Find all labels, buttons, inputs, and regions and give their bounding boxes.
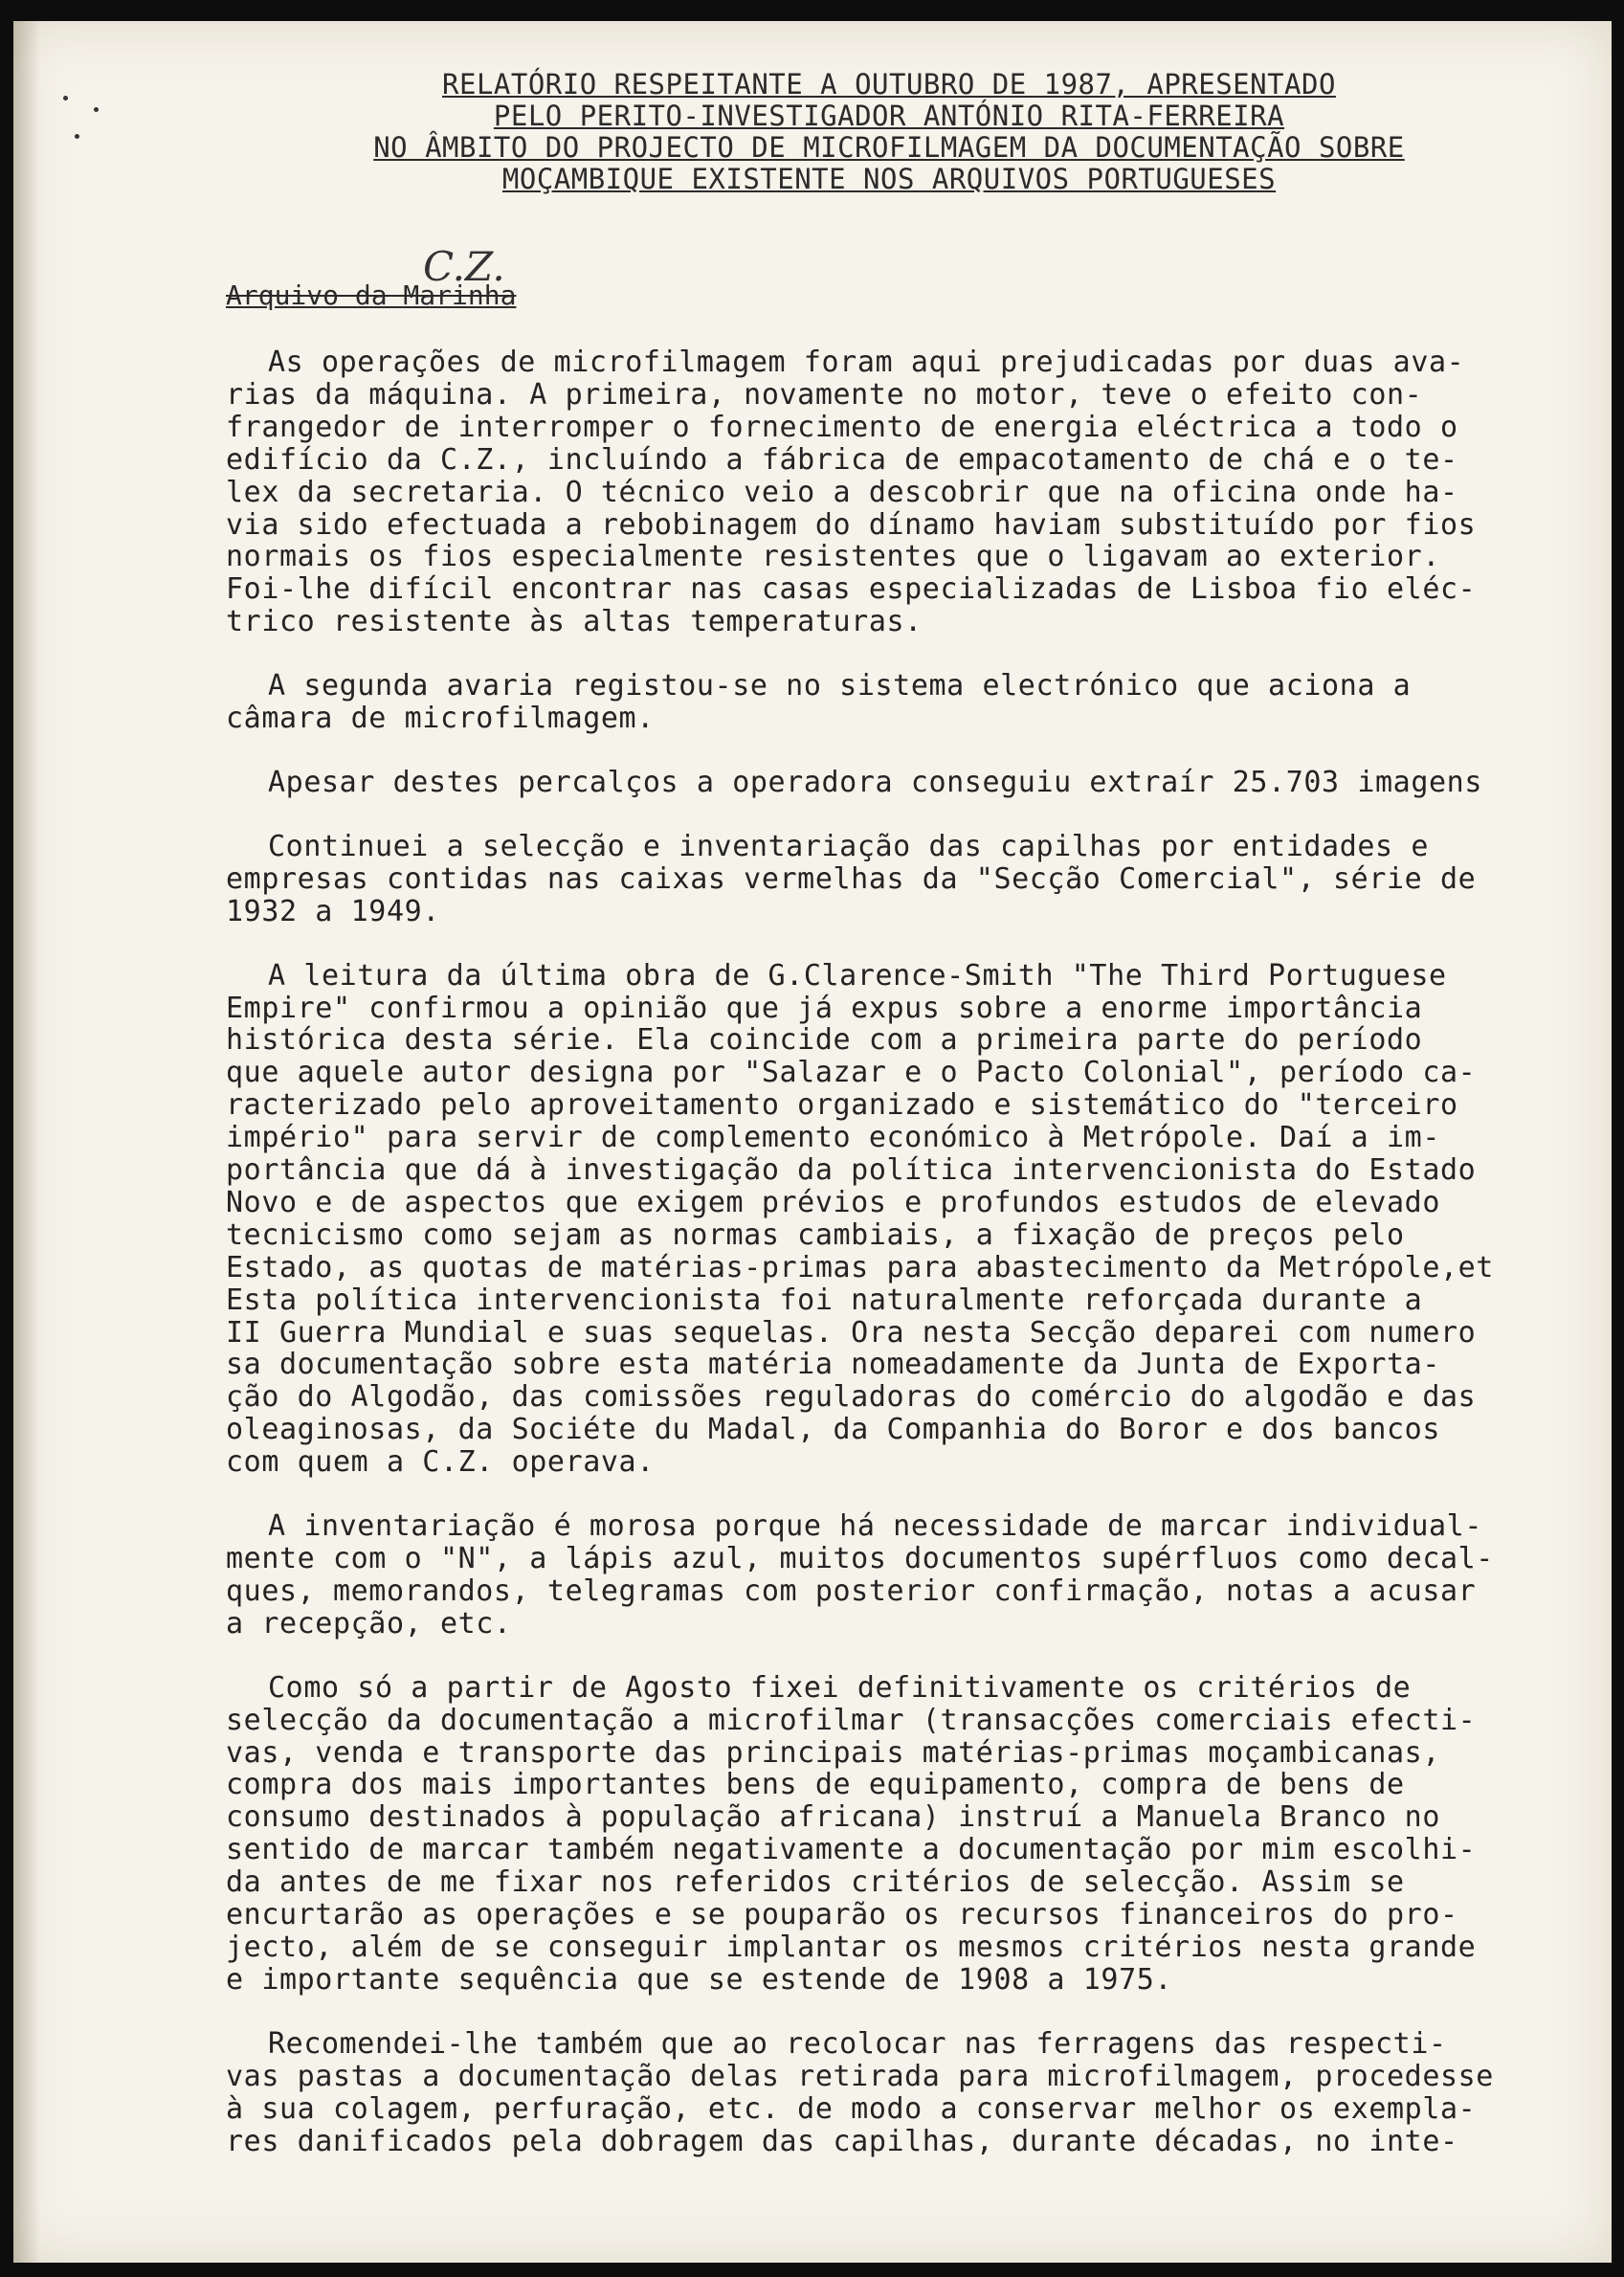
text-line: 1932 a 1949. [226,894,440,928]
text-line: trico resistente às altas temperaturas. [226,605,923,639]
header-line-1: RELATÓRIO RESPEITANTE A OUTUBRO DE 1987, APRESENTADO [442,68,1336,100]
header-line-2: PELO PERITO-INVESTIGADOR ANTÓNIO RITA-FERREIRA [493,100,1285,132]
text-line: sentido de marcar também negativamente a documentação por mim escolhi- [226,1833,1477,1867]
paragraph [226,831,1604,928]
text-line: lex da secretaria. O técnico veio a descobrir que na oficina onde ha- [226,475,1458,509]
text-line: frangedor de interromper o fornecimento de energia eléctrica a todo o [226,410,1458,444]
paragraph [226,960,1604,1480]
text-line: via sido efectuada a rebobinagem do dínamo haviam substituído por fios [226,507,1477,542]
text-line: com quem a C.Z. operava. [226,1445,655,1480]
paragraph [226,1510,1604,1641]
paragraph [226,670,1604,735]
text-line: histórica desta série. Ela coincide com a primeira parte do período [226,1023,1423,1058]
header-line-3: NO ÂMBITO DO PROJECTO DE MICROFILMAGEM DA DOCUMENTAÇÃO SOBRE [373,131,1405,164]
text-line: II Guerra Mundial e suas sequelas. Ora nesta Secção deparei com numero [226,1315,1477,1350]
text-line: Como só a partir de Agosto fixei definitivamente os critérios de [268,1670,1412,1705]
text-line: empresas contidas nas caixas vermelhas da "Secção Comercial", série de [226,861,1477,896]
text-line: racterizado pelo aproveitamento organizado e sistemático do "terceiro [226,1088,1458,1123]
text-line: Esta política intervencionista foi naturalmente reforçada durante a [226,1283,1423,1317]
text-line: e importante sequência que se estende de 1908 a 1975. [226,1962,1173,1997]
text-line: que aquele autor designa por "Salazar e o Pacto Colonial", período ca- [226,1056,1477,1090]
text-line: câmara de microfilmagem. [226,702,655,736]
text-line: Recomendei-lhe também que ao recolocar nas ferragens das respecti- [268,2026,1447,2061]
text-line: Empire" confirmou a opinião que já expus sobre a enorme importância [226,991,1423,1025]
text-line: império" para servir de complemento económico à Metrópole. Daí a im- [226,1121,1440,1155]
typewritten-page [13,21,1612,2263]
text-line: A segunda avaria registou-se no sistema electrónico que aciona a [268,669,1412,703]
text-line: a recepção, etc. [226,1606,512,1641]
text-line: jecto, além de se conseguir implantar os mesmos critérios nesta grande [226,1930,1477,1964]
text-line: Novo e de aspectos que exigem prévios e profundos estudos de elevado [226,1185,1440,1219]
text-line: ques, memorandos, telegramas com posterior confirmação, notas a acusar [226,1574,1477,1608]
paragraph [226,767,1604,799]
text-line: vas pastas a documentação delas retirada para microfilmagem, procedesse [226,2059,1494,2093]
text-line: tecnicismo como sejam as normas cambiais, a fixação de preços pelo [226,1217,1405,1252]
text-line: encurtarão as operações e se pouparão os recursos financeiros do pro- [226,1898,1458,1932]
text-line: ção do Algodão, das comissões reguladoras do comércio do algodão e das [226,1380,1477,1415]
text-line: vas, venda e transporte das principais matérias-primas moçambicanas, [226,1735,1440,1770]
page-edge-shadow [13,21,40,2263]
paragraph [226,2028,1604,2158]
paragraph [226,346,1604,638]
punch-mark [75,134,79,139]
text-line: da antes de me fixar nos referidos critérios de selecção. Assim se [226,1865,1405,1900]
text-line: selecção da documentação a microfilmar (transacções comerciais efecti- [226,1703,1477,1737]
text-line: sa documentação sobre esta matéria nomeadamente da Junta de Exporta- [226,1348,1440,1382]
text-line: normais os fios especialmente resistentes que o ligavam ao exterior. [226,540,1440,574]
text-line: edifício da C.Z., incluíndo a fábrica de empacotamento de chá e o te- [226,442,1458,477]
section-title [226,279,516,311]
text-line: Continuei a selecção e inventariação das capilhas por entidades e [268,829,1429,863]
punch-mark [94,107,99,112]
text-line: A leitura da última obra de G.Clarence-Smith "The Third Portuguese [268,958,1447,993]
text-line: consumo destinados à população africana) instruí a Manuela Branco no [226,1800,1440,1835]
text-line: As operações de microfilmagem foram aqui prejudicadas por duas ava- [268,346,1465,379]
handwritten-note: C.Z. [423,243,505,290]
text-line: Foi-lhe difícil encontrar nas casas especializadas de Lisboa fio eléc- [226,572,1477,607]
text-line: oleaginosas, da Sociéte du Madal, da Companhia do Boror e dos bancos [226,1413,1440,1447]
text-line: compra dos mais importantes bens de equipamento, compra de bens de [226,1768,1405,1802]
text-line: portância que dá à investigação da política intervencionista do Estado [226,1153,1477,1188]
punch-mark [63,96,68,100]
text-line: rias da máquina. A primeira, novamente no motor, teve o efeito con- [226,377,1423,412]
text-line: mente com o "N", a lápis azul, muitos documentos supérfluos como decal- [226,1542,1494,1575]
report-header [257,69,1521,195]
report-body [226,346,1604,2189]
section-title-text: Arquivo da Marinha [226,279,517,311]
text-line: res danificados pela dobragem das capilhas, durante décadas, no inte- [226,2124,1458,2158]
text-line: A inventariação é morosa porque há necessidade de marcar individual- [268,1509,1482,1544]
text-line: Estado, as quotas de matérias-primas para abastecimento da Metrópole,et [226,1250,1494,1284]
header-line-4: MOÇAMBIQUE EXISTENTE NOS ARQUIVOS PORTUGUESES [501,163,1277,195]
text-line: Apesar destes percalços a operadora conseguiu extraír 25.703 imagens [268,765,1482,799]
text-line: à sua colagem, perfuração, etc. de modo a conservar melhor os exempla- [226,2091,1477,2126]
paragraph [226,1672,1604,1997]
